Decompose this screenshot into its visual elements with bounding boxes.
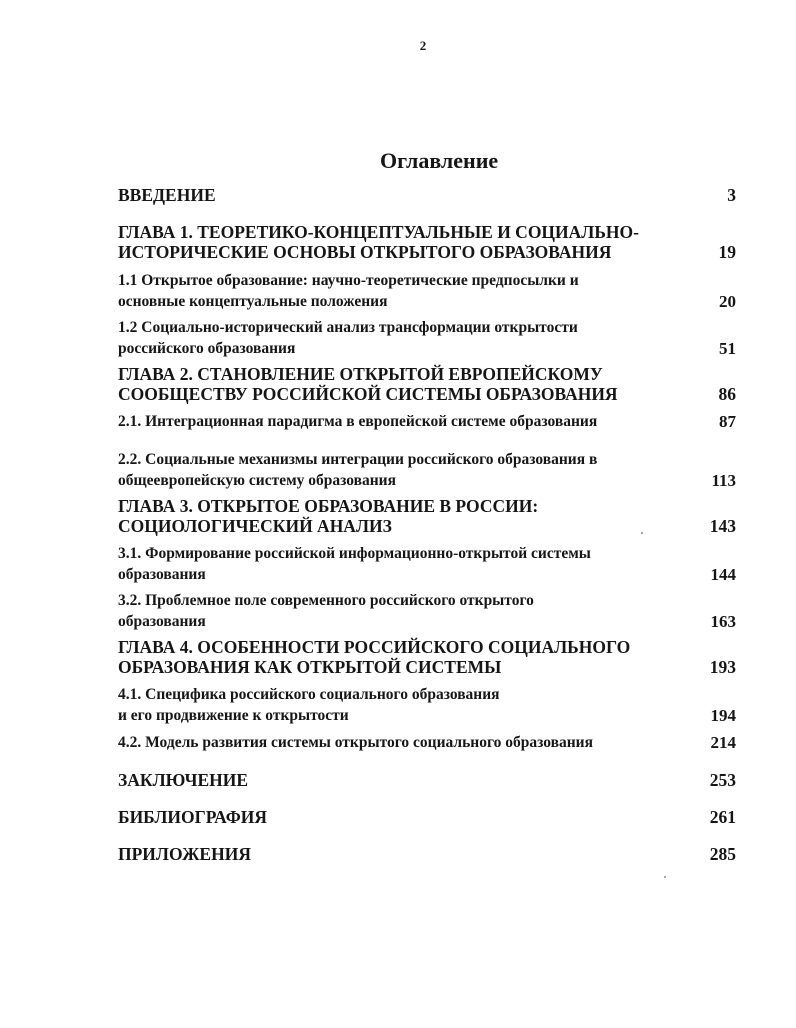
toc-entry-section-3-1: [118, 543, 736, 585]
toc-entry-section-2-1: [118, 411, 736, 432]
toc-entry-label: 3.1. Формирование российской информационно-открытой системы образования: [118, 545, 591, 583]
toc-entry-bibliography: [118, 807, 736, 827]
toc-entry-page: 193: [709, 657, 736, 677]
toc-entry-page: 285: [709, 844, 736, 864]
toc-entry-label: ГЛАВА 2. СТАНОВЛЕНИЕ ОТКРЫТОЙ ЕВРОПЕЙСКОМУ СООБЩЕСТВУ РОССИЙСКОЙ СИСТЕМЫ ОБРАЗОВАНИЯ: [118, 364, 618, 404]
toc-entry-chapter-1: [118, 222, 736, 262]
toc-entry-page: 194: [710, 706, 736, 725]
page-number: 2: [419, 38, 427, 53]
toc-entry-section-1-1: [118, 270, 736, 312]
toc-entry-label: ВВЕДЕНИЕ: [118, 185, 216, 205]
toc-entry-page: 3: [727, 185, 736, 205]
toc-entry-chapter-3: [118, 496, 736, 536]
toc-entry-chapter-2: [118, 364, 736, 404]
toc-entry-page: 261: [709, 807, 736, 827]
toc-entry-page: 86: [718, 384, 736, 404]
toc-entry-label: 2.1. Интеграционная парадигма в европейской системе образования: [118, 413, 598, 430]
toc-entry-label: 1.2 Социально-исторический анализ трансформации открытости российского образования: [118, 319, 578, 357]
toc-entry-page: 51: [719, 339, 736, 358]
toc-entry-introduction: [118, 185, 736, 205]
toc-entry-chapter-4: [118, 637, 736, 677]
toc-entry-appendices: [118, 844, 736, 864]
toc-entry-page: 253: [709, 770, 736, 790]
toc-entry-label: ГЛАВА 1. ТЕОРЕТИКО-КОНЦЕПТУАЛЬНЫЕ И СОЦИАЛЬНО- ИСТОРИЧЕСКИЕ ОСНОВЫ ОТКРЫТОГО ОБРАЗОВАНИЯ: [118, 222, 639, 262]
toc-title: Оглавление: [380, 148, 499, 173]
scan-speck: [641, 532, 643, 534]
toc-entry-section-4-2: [118, 732, 736, 753]
toc-entry-page: 87: [719, 412, 736, 431]
toc-entry-section-4-1: [118, 684, 736, 726]
toc-entry-conclusion: [118, 770, 736, 790]
toc-entry-label: 4.1. Специфика российского социального образования и его продвижение к открытости: [118, 686, 500, 724]
toc-entry-page: 163: [710, 612, 736, 631]
toc-entry-label: ГЛАВА 4. ОСОБЕННОСТИ РОССИЙСКОГО СОЦИАЛЬНОГО ОБРАЗОВАНИЯ КАК ОТКРЫТОЙ СИСТЕМЫ: [118, 637, 631, 677]
toc-entry-page: 113: [711, 471, 736, 490]
toc-entry-page: 144: [710, 565, 736, 584]
toc-entry-section-1-2: [118, 317, 736, 359]
toc-entry-label: ПРИЛОЖЕНИЯ: [118, 844, 251, 864]
toc-entry-label: 3.2. Проблемное поле современного российского открытого образования: [118, 592, 534, 630]
toc-entry-page: 19: [718, 242, 736, 262]
toc-entry-label: ГЛАВА 3. ОТКРЫТОЕ ОБРАЗОВАНИЕ В РОССИИ: СОЦИОЛОГИЧЕСКИЙ АНАЛИЗ: [118, 496, 539, 536]
toc-entry-page: 143: [709, 516, 736, 536]
toc-entry-label: БИБЛИОГРАФИЯ: [118, 807, 267, 827]
toc-entry-page: 214: [710, 733, 736, 752]
toc-entry-section-3-2: [118, 590, 736, 632]
toc-entry-section-2-2: [118, 449, 736, 491]
toc-entry-page: 20: [719, 292, 736, 311]
toc-entry-label: 1.1 Открытое образование: научно-теоретические предпосылки и основные концептуальные положения: [118, 272, 579, 310]
toc-entry-label: 2.2. Социальные механизмы интеграции российского образования в общеевропейскую систему образования: [118, 451, 598, 489]
scan-speck: [664, 876, 666, 878]
toc-entry-label: 4.2. Модель развития системы открытого социального образования: [118, 734, 593, 751]
toc-entry-label: ЗАКЛЮЧЕНИЕ: [118, 770, 249, 790]
